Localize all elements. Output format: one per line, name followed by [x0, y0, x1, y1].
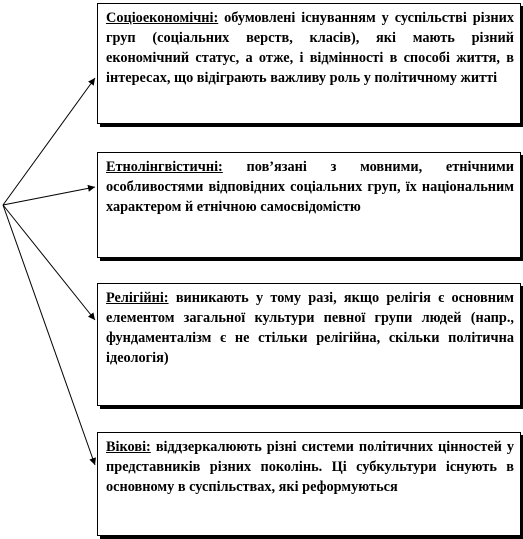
box-term: Соціоекономічні: [106, 10, 219, 26]
box-text: виникають у тому разі, якщо релігія є основним елементом загальної культури певної групи людей (напр., фундаменталізм є не стільки релігійна, скільки політична ідеологія) [106, 290, 514, 366]
arrow-to-relig [3, 205, 95, 320]
box-term: Етнолінгвістичні: [106, 159, 223, 175]
arrow-to-ethno [3, 187, 95, 205]
socioeconomic-box [97, 3, 521, 124]
box-text: віддзеркалюють різні системи політичних цінностей у представників різних поколінь. Ці субкультури існують в основному в суспільствах, які реформуються [106, 439, 514, 495]
box-term: Релігійні: [106, 290, 169, 306]
ethnolinguistic-box [97, 152, 521, 258]
box-text: пов’язані з мовними, етнічними особливостями відповідних соціальних груп, їх національним характером й етнічною самосвідомістю [106, 159, 514, 215]
arrow-to-age [3, 205, 95, 465]
arrow-to-socio [3, 78, 95, 205]
box-term: Вікові: [106, 439, 151, 455]
religious-box [97, 283, 521, 406]
age-box [97, 432, 521, 536]
box-text: обумовлені існуванням у суспільстві різних груп (соціальних верств, класів), які мають різний економічний статус, а отже, і відмінності в способі життя, в інтересах, що відіграють важливу роль у політичному житті [106, 10, 514, 86]
